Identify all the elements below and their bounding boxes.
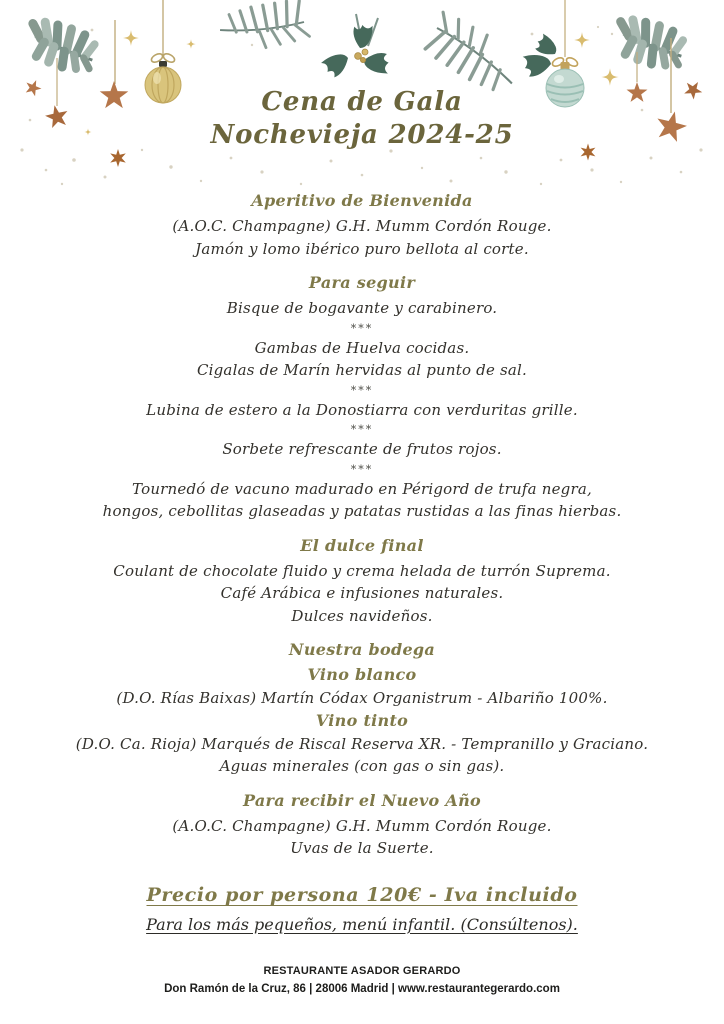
menu-item: Lubina de estero a la Donostiarra con verduritas grille. — [146, 400, 578, 419]
palm-frond-left-icon — [216, 0, 317, 72]
menu-separator: *** — [350, 423, 374, 436]
menu-item: (A.O.C. Champagne) G.H. Mumm Cordón Rouge. — [172, 816, 552, 835]
footer — [0, 962, 724, 999]
page-title — [0, 86, 724, 152]
menu-separator: *** — [350, 321, 374, 335]
menu-item: Aguas minerales (con gas o sin gas). — [219, 757, 505, 775]
menu-item: Café Arábica e infusiones naturales. — [220, 584, 504, 602]
menu-item: Sorbete refrescante de frutos rojos. — [222, 440, 502, 458]
menu-item: Gambas de Huelva cocidas. — [254, 338, 470, 357]
palm-frond-right-icon — [420, 10, 525, 93]
title-line-1: Cena de Gala — [261, 87, 463, 117]
menu-section-heading: Aperitivo de Bienvenida — [251, 191, 473, 210]
menu-section-heading: Para seguir — [308, 273, 416, 292]
menu-subheading: Vino tinto — [315, 710, 409, 730]
menu-item: hongos, cebollitas glaseadas y patatas rustidas a las finas hierbas. — [102, 502, 622, 520]
menu — [0, 190, 724, 936]
menu-item: Bisque de bogavante y carabinero. — [226, 299, 498, 317]
menu-item: (D.O. Rías Baixas) Martín Códax Organistrum - Albariño 100%. — [116, 689, 608, 707]
menu-item: Uvas de la Suerte. — [290, 839, 434, 857]
menu-item: Tournedó de vacuno madurado en Périgord de trufa negra, — [132, 479, 592, 498]
menu-separator: *** — [350, 462, 374, 476]
menu-section-heading: El dulce final — [300, 535, 424, 555]
decorative-header — [0, 0, 724, 190]
menu-section-heading: Para recibir el Nuevo Año — [242, 790, 482, 810]
restaurant-address: Don Ramón de la Cruz, 86 | 28006 Madrid | www.restaurantegerardo.com — [164, 982, 560, 995]
holly-icon — [320, 14, 394, 80]
menu-item: Coulant de chocolate fluido y crema helada de turrón Suprema. — [113, 561, 611, 580]
menu-subheading: Vino blanco — [307, 665, 417, 684]
menu-item: (D.O. Ca. Rioja) Marqués de Riscal Reserva XR. - Tempranillo y Graciano. — [75, 734, 649, 753]
menu-separator: *** — [350, 383, 374, 397]
menu-item: Dulces navideños. — [291, 606, 433, 625]
title-line-2: Nochevieja 2024-25 — [210, 120, 514, 150]
menu-item: Jamón y lomo ibérico puro bellota al corte. — [195, 239, 529, 258]
menu-item: (A.O.C. Champagne) G.H. Mumm Cordón Rouge. — [172, 217, 552, 235]
price-line: Precio por persona 120€ - Iva incluido — [146, 883, 578, 906]
menu-section-heading: Nuestra bodega — [288, 640, 436, 659]
kids-menu-note: Para los más pequeños, menú infantil. (Consúltenos). — [146, 914, 578, 934]
menu-item: Cigalas de Marín hervidas al punto de sal. — [196, 361, 528, 379]
restaurant-name: RESTAURANTE ASADOR GERARDO — [263, 964, 461, 977]
